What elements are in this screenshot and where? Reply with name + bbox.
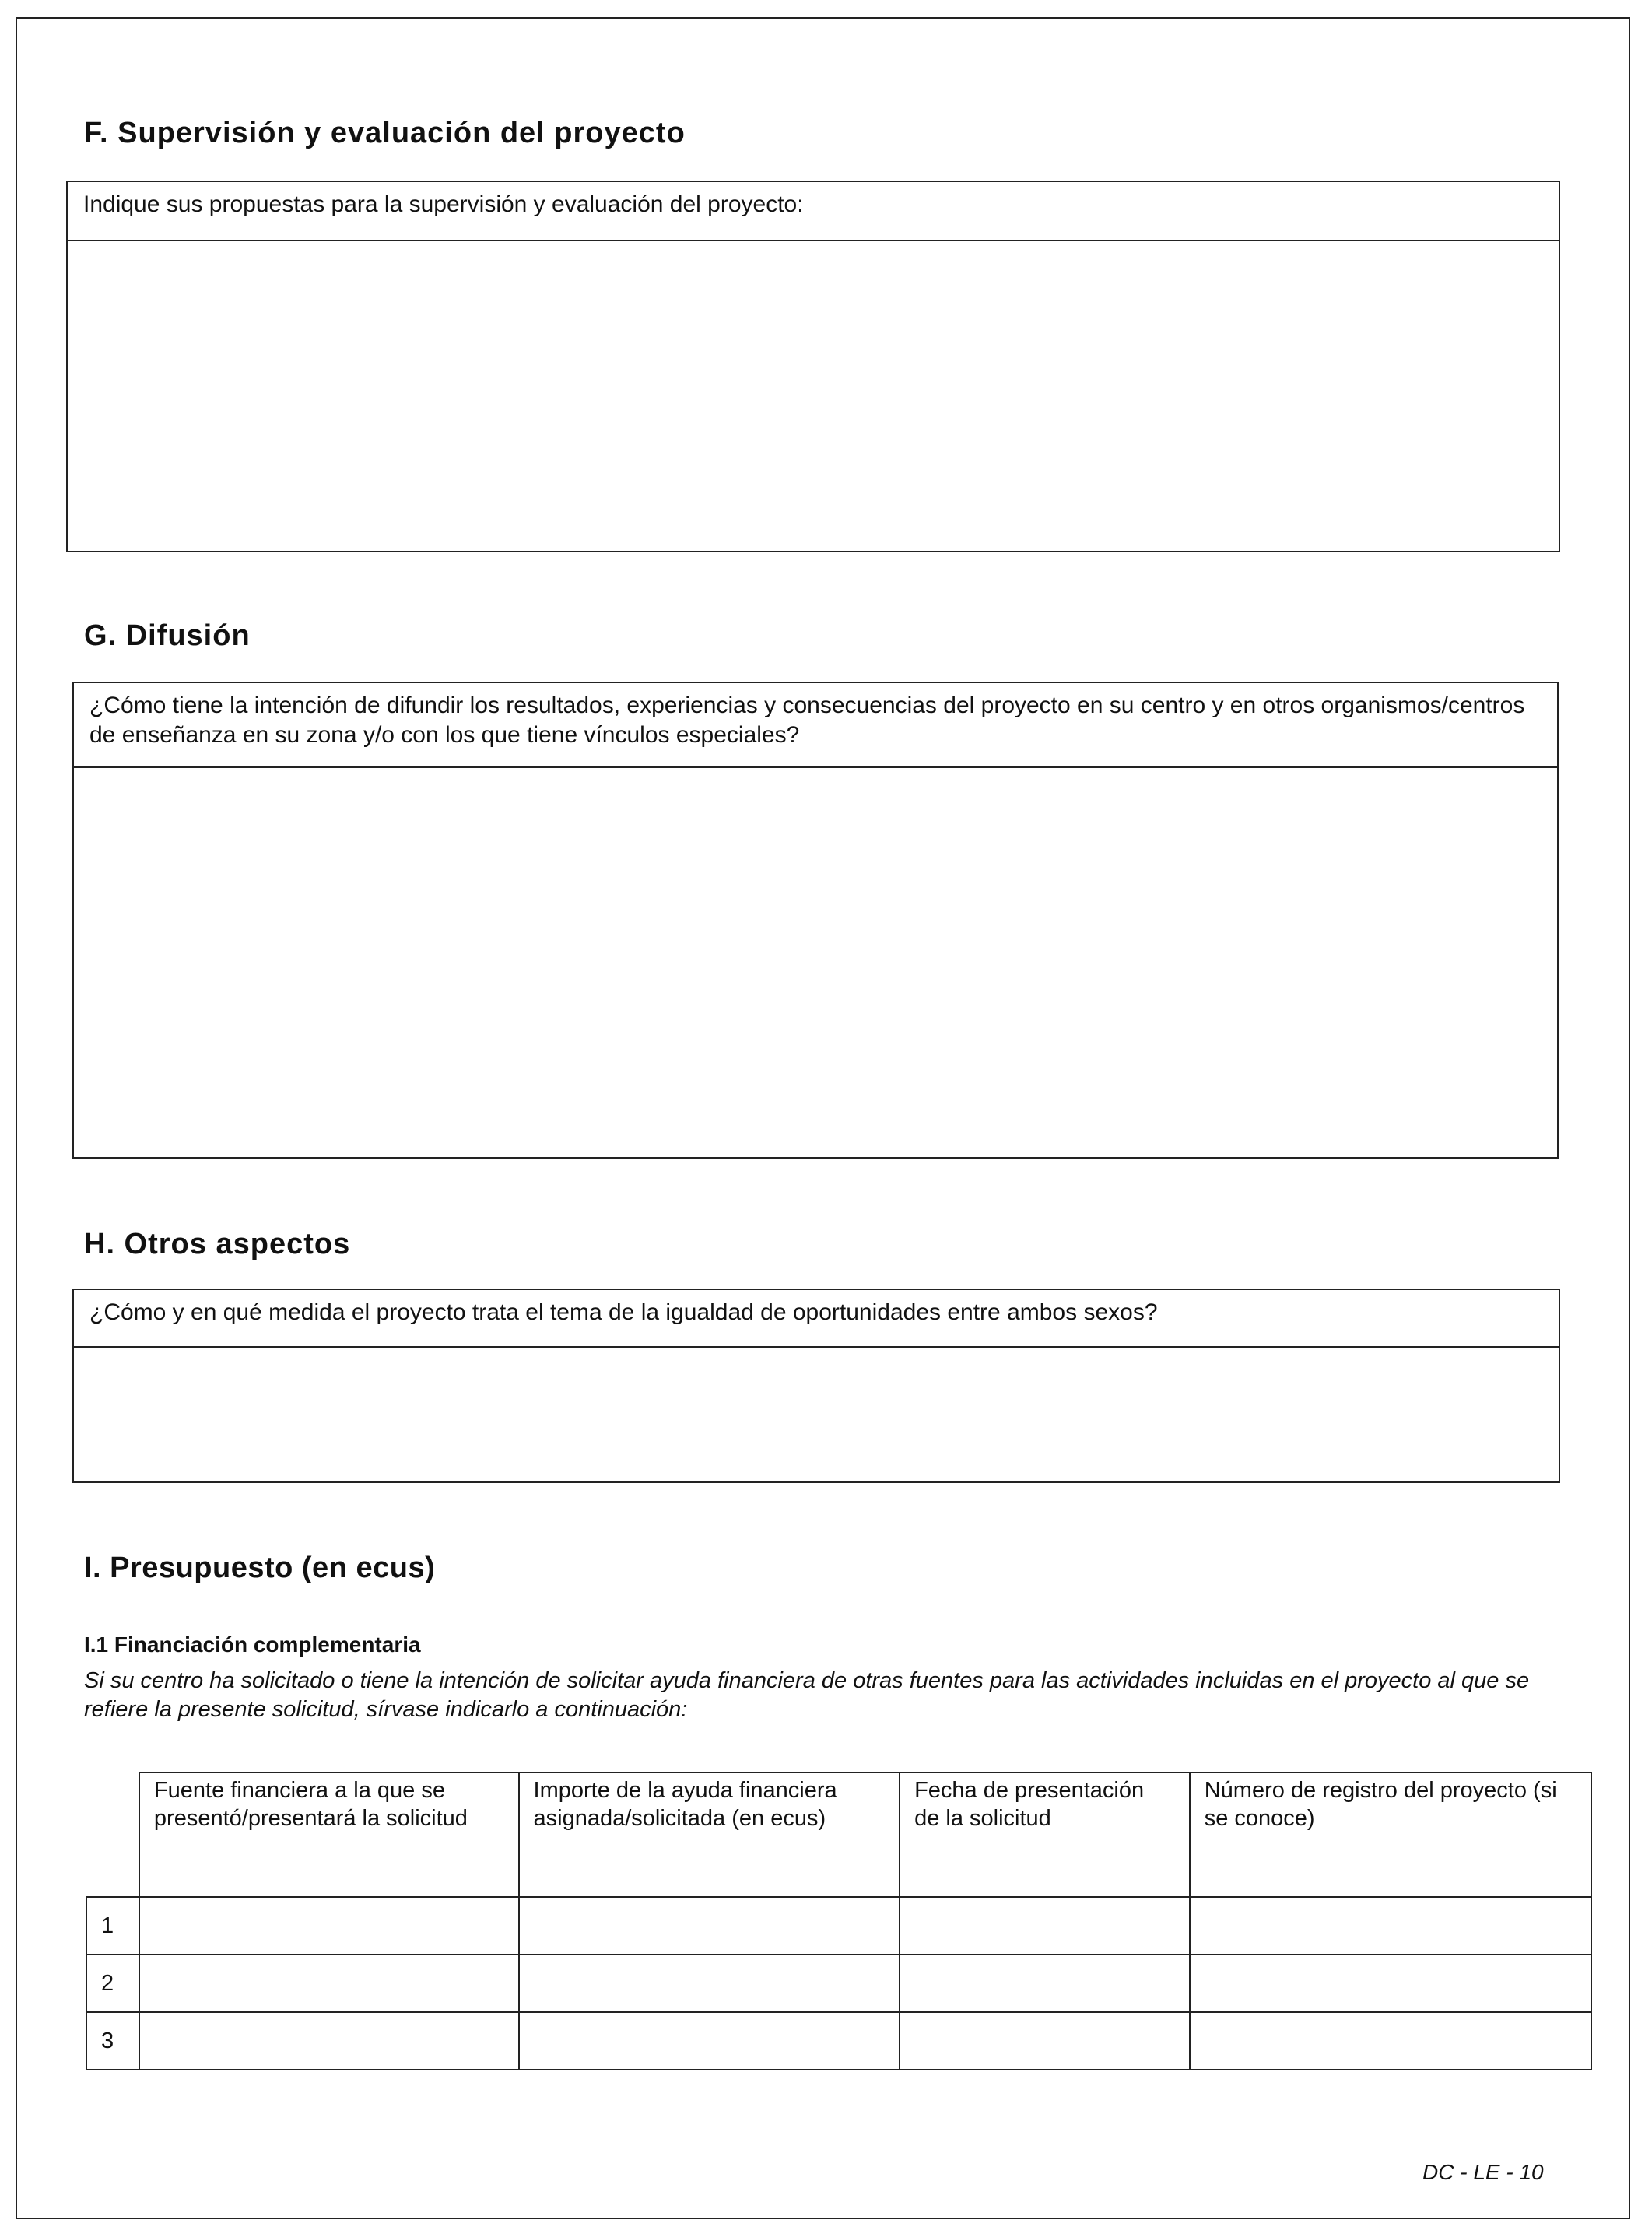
section-g-heading: G. Difusión [84, 619, 251, 652]
section-f-answer-field[interactable] [68, 241, 1559, 551]
submission-date-cell[interactable] [900, 1955, 1190, 2012]
funding-table [86, 1772, 1592, 2070]
amount-cell[interactable] [519, 1897, 900, 1955]
submission-date-cell[interactable] [900, 2012, 1190, 2070]
column-header-funding-source: Fuente financiera a la que se presentó/presentará la solicitud [139, 1772, 519, 1897]
row-number: 1 [86, 1897, 139, 1955]
section-h-prompt: ¿Cómo y en qué medida el proyecto trata el tema de la igualdad de oportunidades entre ambos sexos? [74, 1290, 1559, 1348]
column-header-amount: Importe de la ayuda financiera asignada/solicitada (en ecus) [519, 1772, 900, 1897]
funding-source-cell[interactable] [139, 1955, 519, 2012]
row-number: 3 [86, 2012, 139, 2070]
table-row [86, 1897, 1591, 1955]
section-h-box [72, 1289, 1560, 1483]
project-number-cell[interactable] [1190, 1897, 1591, 1955]
amount-cell[interactable] [519, 1955, 900, 2012]
section-h-answer-field[interactable] [74, 1348, 1559, 1481]
section-i-heading: I. Presupuesto (en ecus) [84, 1552, 436, 1584]
amount-cell[interactable] [519, 2012, 900, 2070]
funding-table-header-row [86, 1772, 1591, 1897]
table-corner-cell [86, 1772, 139, 1897]
table-row [86, 1955, 1591, 2012]
section-g-prompt: ¿Cómo tiene la intención de difundir los resultados, experiencias y consecuencias del proyecto en su centro y en otros organismos/centros de enseñanza en su zona y/o con los que tiene vínculos especiales? [74, 683, 1557, 768]
section-g-box [72, 682, 1559, 1159]
section-i1-instruction: Si su centro ha solicitado o tiene la intención de solicitar ayuda financiera de otras fuentes para las actividades incluidas en el proyecto al que se refiere la presente solicitud, sírvase indicarlo a continuación: [84, 1668, 1530, 1722]
project-number-cell[interactable] [1190, 2012, 1591, 2070]
section-h-heading: H. Otros aspectos [84, 1228, 351, 1261]
funding-source-cell[interactable] [139, 1897, 519, 1955]
funding-source-cell[interactable] [139, 2012, 519, 2070]
row-number: 2 [86, 1955, 139, 2012]
project-number-cell[interactable] [1190, 1955, 1591, 2012]
section-f-heading: F. Supervisión y evaluación del proyecto [84, 117, 686, 149]
section-f-prompt: Indique sus propuestas para la supervisión y evaluación del proyecto: [68, 182, 1559, 241]
document-code: DC - LE - 10 [1422, 2160, 1544, 2184]
section-f-box [66, 181, 1560, 552]
section-g-answer-field[interactable] [74, 768, 1557, 1157]
section-i1-subheading: I.1 Financiación complementaria [84, 1632, 421, 1657]
column-header-project-number: Número de registro del proyecto (si se conoce) [1190, 1772, 1591, 1897]
column-header-submission-date: Fecha de presentación de la solicitud [900, 1772, 1190, 1897]
table-row [86, 2012, 1591, 2070]
submission-date-cell[interactable] [900, 1897, 1190, 1955]
